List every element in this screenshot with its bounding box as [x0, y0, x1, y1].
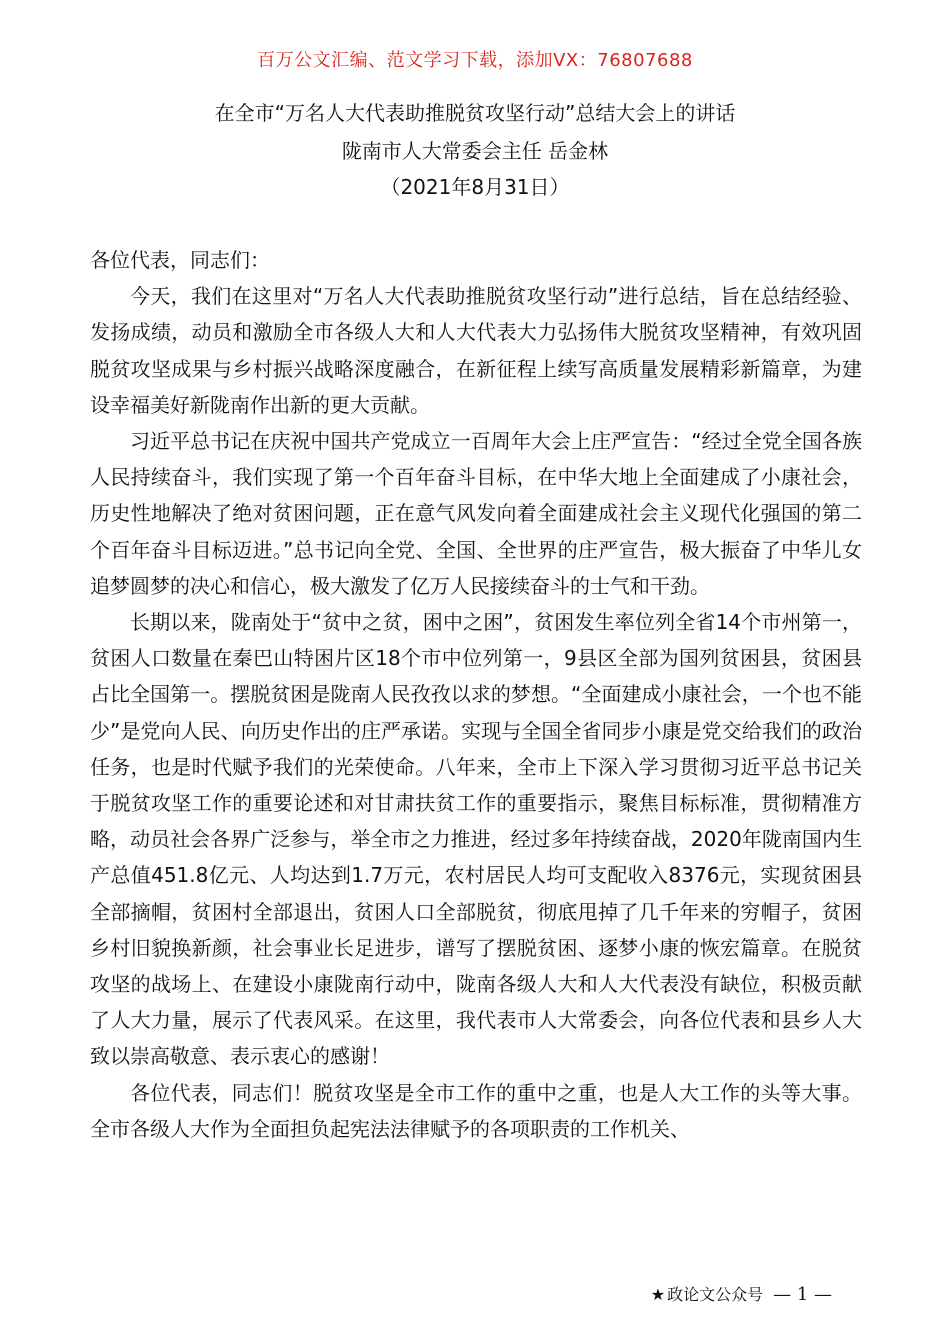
speech-body	[90, 242, 862, 1147]
paragraph-1: 今天，我们在这里对“万名人大代表助推脱贫攻坚行动”进行总结，旨在总结经验、发扬成绩，动员和激励全市各级人大和人大代表大力弘扬伟大脱贫攻坚精神，有效巩固脱贫攻坚成果与乡村振兴战略深度融合，在新征程上续写高质量发展精彩新篇章，为建设幸福美好新陇南作出新的更大贡献。	[90, 284, 862, 417]
speech-title: 在全市“万名人大代表助推脱贫攻坚行动”总结大会上的讲话	[214, 101, 736, 125]
footer-source: 政论文公众号	[667, 1285, 764, 1304]
page-number: — 1 —	[773, 1284, 832, 1305]
salutation: 各位代表，同志们：	[90, 248, 270, 272]
paragraph-2: 习近平总书记在庆祝中国共产党成立一百周年大会上庄严宣告：“经过全党全国各族人民持续奋斗，我们实现了第一个百年奋斗目标，在中华大地上全面建成了小康社会，历史性地解决了绝对贫困问题，正在意气风发向着全面建成社会主义现代化强国的第二个百年奋斗目标迈进。”总书记向全党、全国、全世界的庄严宣告，极大振奋了中华儿女追梦圆梦的决心和信心，极大激发了亿万人民接续奋斗的士气和干劲。	[90, 429, 862, 598]
paragraph-3: 长期以来，陇南处于“贫中之贫，困中之困”，贫困发生率位列全省14个市州第一，贫困人口数量在秦巴山特困片区18个市中位列第一，9县区全部为国列贫困县，贫困县占比全国第一。摆脱贫困是陇南人民孜孜以求的梦想。“全面建成小康社会，一个也不能少”是党向人民、向历史作出的庄严承诺。实现与全国全省同步小康是党交给我们的政治任务，也是时代赋予我们的光荣使命。八年来，全市上下深入学习贯彻习近平总书记关于脱贫攻坚工作的重要论述和对甘肃扶贫工作的重要指示，聚焦目标标准，贯彻精准方略，动员社会各界广泛参与，举全市之力推进，经过多年持续奋战，2020年陇南国内生产总值451.8亿元、人均达到1.7万元，农村居民人均可支配收入8376元，实现贫困县全部摘帽，贫困村全部退出，贫困人口全部脱贫，彻底甩掉了几千年来的穷帽子，贫困乡村旧貌换新颜，社会事业长足进步，谱写了摆脱贫困、逐梦小康的恢宏篇章。在脱贫攻坚的战场上、在建设小康陇南行动中，陇南各级人大和人大代表没有缺位，积极贡献了人大力量，展示了代表风采。在这里，我代表市人大常委会，向各位代表和县乡人大致以崇高敬意、表示衷心的感谢！	[90, 610, 862, 1069]
speech-date: （2021年8月31日）	[380, 175, 570, 199]
page-footer	[651, 1282, 832, 1305]
promo-banner: 百万公文汇编、范文学习下载，添加VX：76807688	[257, 50, 693, 71]
speech-author: 陇南市人大常委会主任 岳金林	[341, 139, 609, 163]
star-icon: ★	[650, 1285, 666, 1304]
paragraph-4: 各位代表，同志们！脱贫攻坚是全市工作的重中之重，也是人大工作的头等大事。全市各级人大作为全面担负起宪法法律赋予的各项职责的工作机关、	[90, 1080, 862, 1141]
